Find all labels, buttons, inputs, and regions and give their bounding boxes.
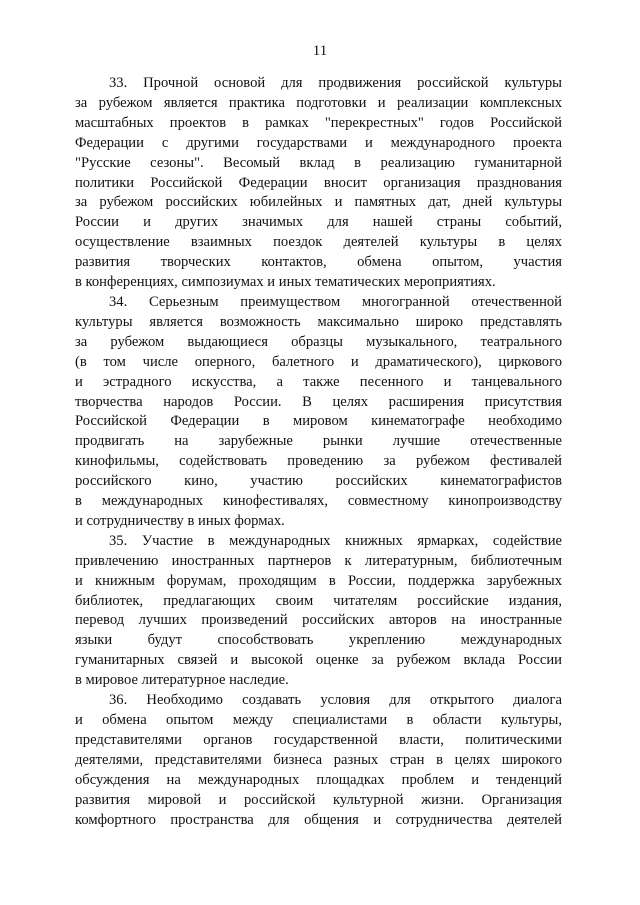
- text-line: Российской Федерации в мировом кинематографе необходимо: [75, 413, 562, 430]
- text-line: за рубежом выдающиеся образцы музыкального, театрального: [75, 333, 562, 350]
- text-line: за рубежом российских юбилейных и памятных дат, дней культуры: [75, 194, 562, 211]
- text-line: российского кино, участию российских кинематографистов: [75, 473, 562, 490]
- text-line: 35. Участие в международных книжных ярмарках, содействие: [109, 532, 562, 549]
- text-line: (в том числе оперного, балетного и драматического), циркового: [75, 353, 562, 370]
- text-line: за рубежом является практика подготовки и реализации комплексных: [75, 94, 562, 111]
- text-line: в международных кинофестивалях, совместному кинопроизводству: [75, 493, 562, 510]
- text-line: России и других значимых для нашей страны событий,: [75, 214, 562, 231]
- text-line: гуманитарных связей и высокой оценке за рубежом вклада России: [75, 652, 562, 669]
- text-line: библиотек, предлагающих своим читателям российские издания,: [75, 592, 562, 609]
- text-line: деятелями, представителями бизнеса разных стран в целях широкого: [75, 751, 562, 768]
- text-line: масштабных проектов в рамках "перекрестных" годов Российской: [75, 114, 562, 131]
- document-body: [75, 74, 562, 830]
- paragraph-35: [75, 532, 562, 691]
- text-line: в конференциях, симпозиумах и иных тематических мероприятиях.: [75, 274, 496, 291]
- text-line: творчества народов России. В целях расширения присутствия: [75, 393, 562, 410]
- text-line: "Русские сезоны". Весомый вклад в реализацию гуманитарной: [75, 154, 562, 171]
- text-line: развития мировой и российской культурной жизни. Организация: [75, 791, 562, 808]
- text-line: политики Российской Федерации вносит организация празднования: [75, 174, 562, 191]
- text-line: в мировое литературное наследие.: [75, 672, 289, 689]
- text-line: культуры является возможность максимально широко представлять: [75, 313, 562, 330]
- text-line: кинофильмы, содействовать проведению за рубежом фестивалей: [75, 453, 562, 470]
- text-line: привлечению иностранных партнеров к литературным, библиотечным: [75, 552, 562, 569]
- text-line: Федерации с другими государствами и международного проекта: [75, 134, 562, 151]
- text-line: перевод лучших произведений российских авторов на иностранные: [75, 612, 562, 629]
- text-line: комфортного пространства для общения и сотрудничества деятелей: [75, 811, 562, 828]
- paragraph-34: [75, 293, 562, 532]
- text-line: 36. Необходимо создавать условия для открытого диалога: [109, 692, 562, 709]
- text-line: и обмена опытом между специалистами в области культуры,: [75, 712, 562, 728]
- text-line: 34. Серьезным преимуществом многогранной отечественной: [109, 293, 562, 310]
- text-line: представителями органов государственной власти, политическими: [75, 731, 562, 748]
- text-line: продвигать на зарубежные рынки лучшие отечественные: [75, 433, 562, 450]
- page-number: 11: [312, 43, 328, 59]
- text-line: и сотрудничеству в иных формах.: [75, 512, 285, 529]
- text-line: обсуждения на международных площадках проблем и тенденций: [75, 771, 562, 788]
- paragraph-36: [75, 691, 562, 830]
- paragraph-33: [75, 74, 562, 293]
- text-line: 33. Прочной основой для продвижения российской культуры: [109, 75, 562, 91]
- text-line: и книжным форумам, проходящим в России, поддержка зарубежных: [75, 572, 562, 589]
- text-line: и эстрадного искусства, а также песенного и танцевального: [75, 373, 562, 390]
- text-line: осуществление взаимных поездок деятелей культуры в целях: [75, 234, 562, 251]
- text-line: развития творческих контактов, обмена опытом, участия: [75, 254, 562, 271]
- text-line: языки будут способствовать укреплению международных: [75, 632, 562, 649]
